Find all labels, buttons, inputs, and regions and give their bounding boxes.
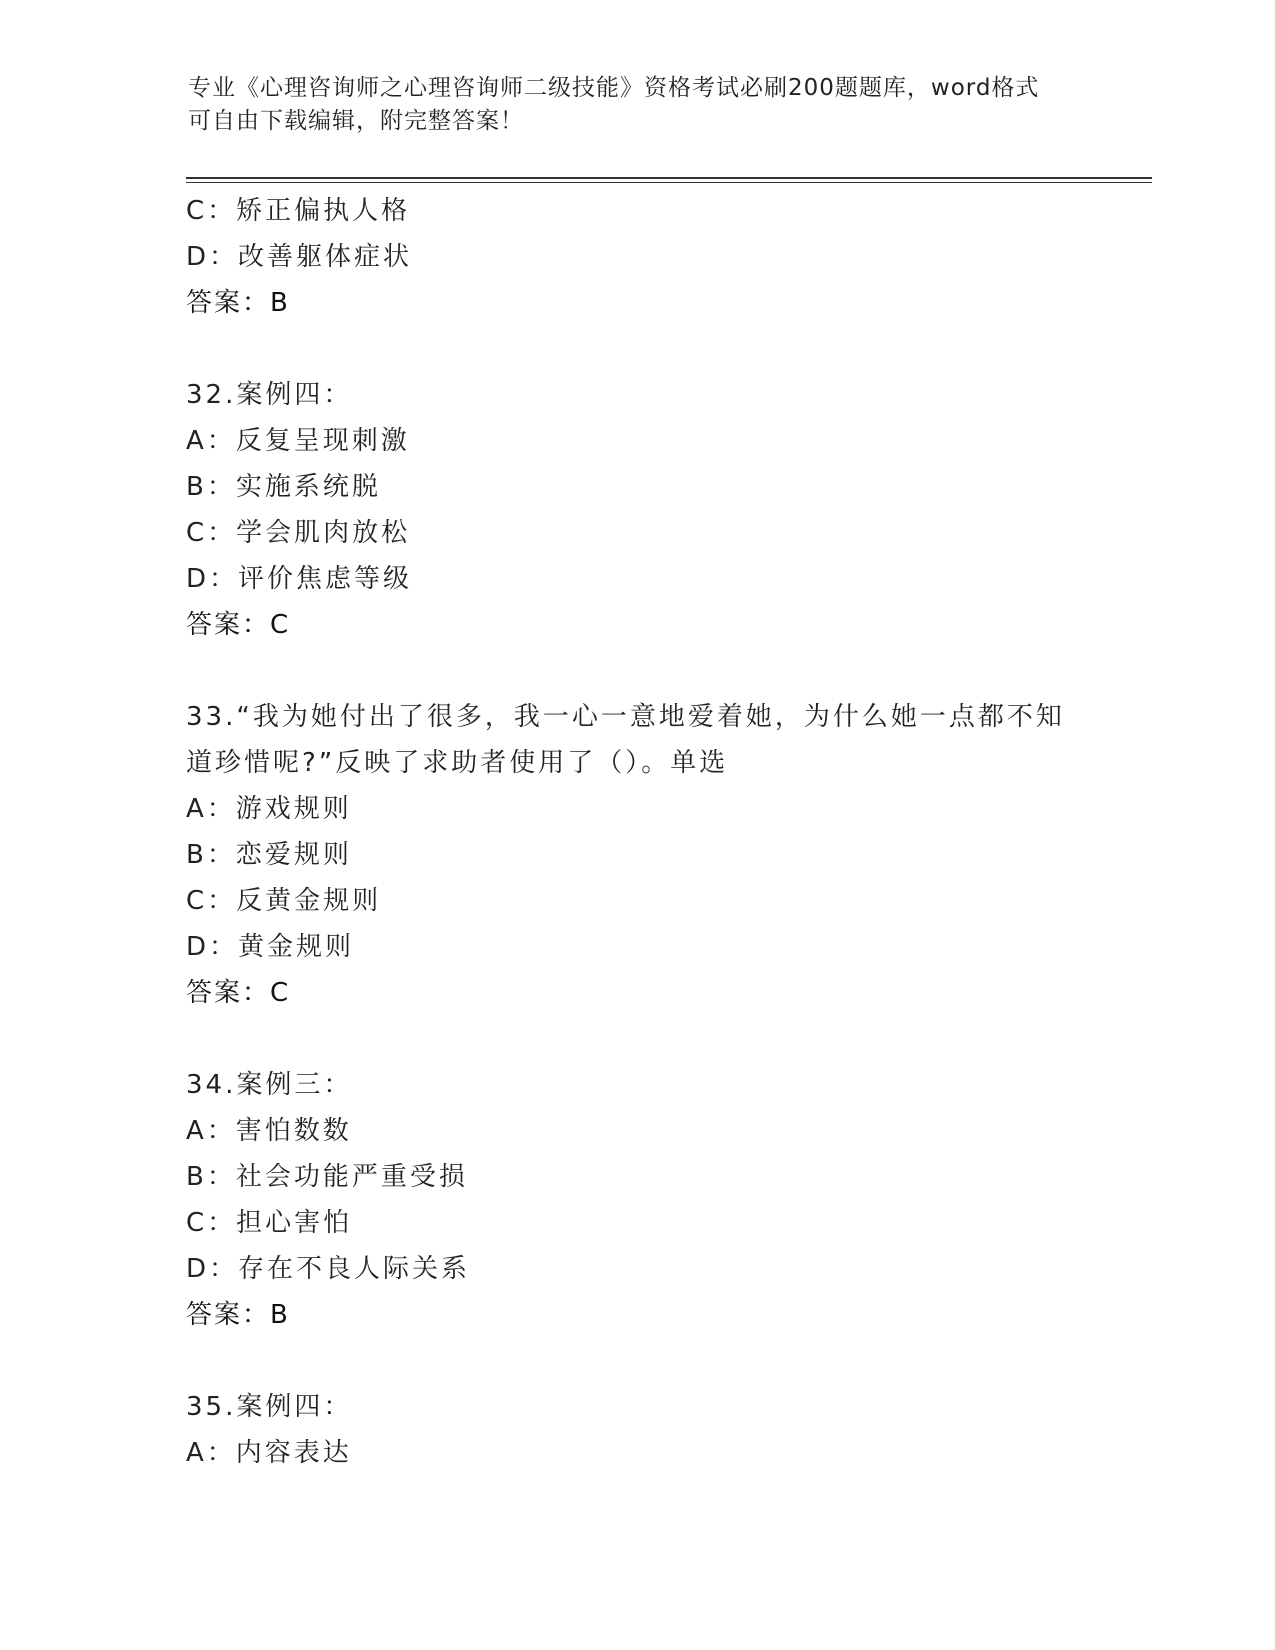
spacer: [186, 648, 1086, 694]
option-d: D：存在不良人际关系: [186, 1254, 471, 1284]
question-block-prev: [186, 188, 1086, 326]
question-block-33: [186, 694, 1086, 1016]
header-title-line-2: 可自由下载编辑，附完整答案！: [188, 108, 524, 134]
question-block-32: [186, 372, 1086, 648]
option-c: C：担心害怕: [186, 1208, 353, 1238]
header-divider-thick: [186, 177, 1152, 179]
option-b: B：实施系统脱: [186, 472, 381, 502]
header-title-line-1: 专业《心理咨询师之心理咨询师二级技能》资格考试必刷200题题库，word格式: [188, 75, 1040, 101]
answer-line: 答案：B: [186, 1300, 290, 1330]
spacer: [186, 326, 1086, 372]
option-b: B：社会功能严重受损: [186, 1162, 468, 1192]
option-d: D：评价焦虑等级: [186, 564, 413, 594]
option-a: A：反复呈现刺激: [186, 426, 410, 456]
header-divider-thin: [186, 182, 1152, 183]
spacer: [186, 1338, 1086, 1384]
answer-line: 答案：B: [186, 288, 290, 318]
question-block-35: [186, 1384, 1086, 1476]
question-stem: 35.案例四：: [186, 1392, 353, 1422]
question-stem: 32.案例四：: [186, 380, 353, 410]
document-header: [188, 72, 1088, 138]
question-list: [186, 188, 1086, 1476]
option-c: C：学会肌肉放松: [186, 518, 411, 548]
question-stem-line-2: 道珍惜呢?”反映了求助者使用了（）。单选: [186, 748, 729, 778]
option-b: B：恋爱规则: [186, 840, 352, 870]
option-c: C：反黄金规则: [186, 886, 382, 916]
option-a: A：游戏规则: [186, 794, 352, 824]
option-a: A：害怕数数: [186, 1116, 352, 1146]
option-d: D：改善躯体症状: [186, 242, 413, 272]
option-c: C：矫正偏执人格: [186, 196, 411, 226]
answer-line: 答案：C: [186, 610, 291, 640]
question-stem: 34.案例三：: [186, 1070, 353, 1100]
question-block-34: [186, 1062, 1086, 1338]
option-a: A：内容表达: [186, 1438, 352, 1468]
option-d: D：黄金规则: [186, 932, 355, 962]
answer-line: 答案：C: [186, 978, 291, 1008]
question-stem-line-1: 33.“我为她付出了很多，我一心一意地爱着她，为什么她一点都不知: [186, 702, 1065, 732]
spacer: [186, 1016, 1086, 1062]
